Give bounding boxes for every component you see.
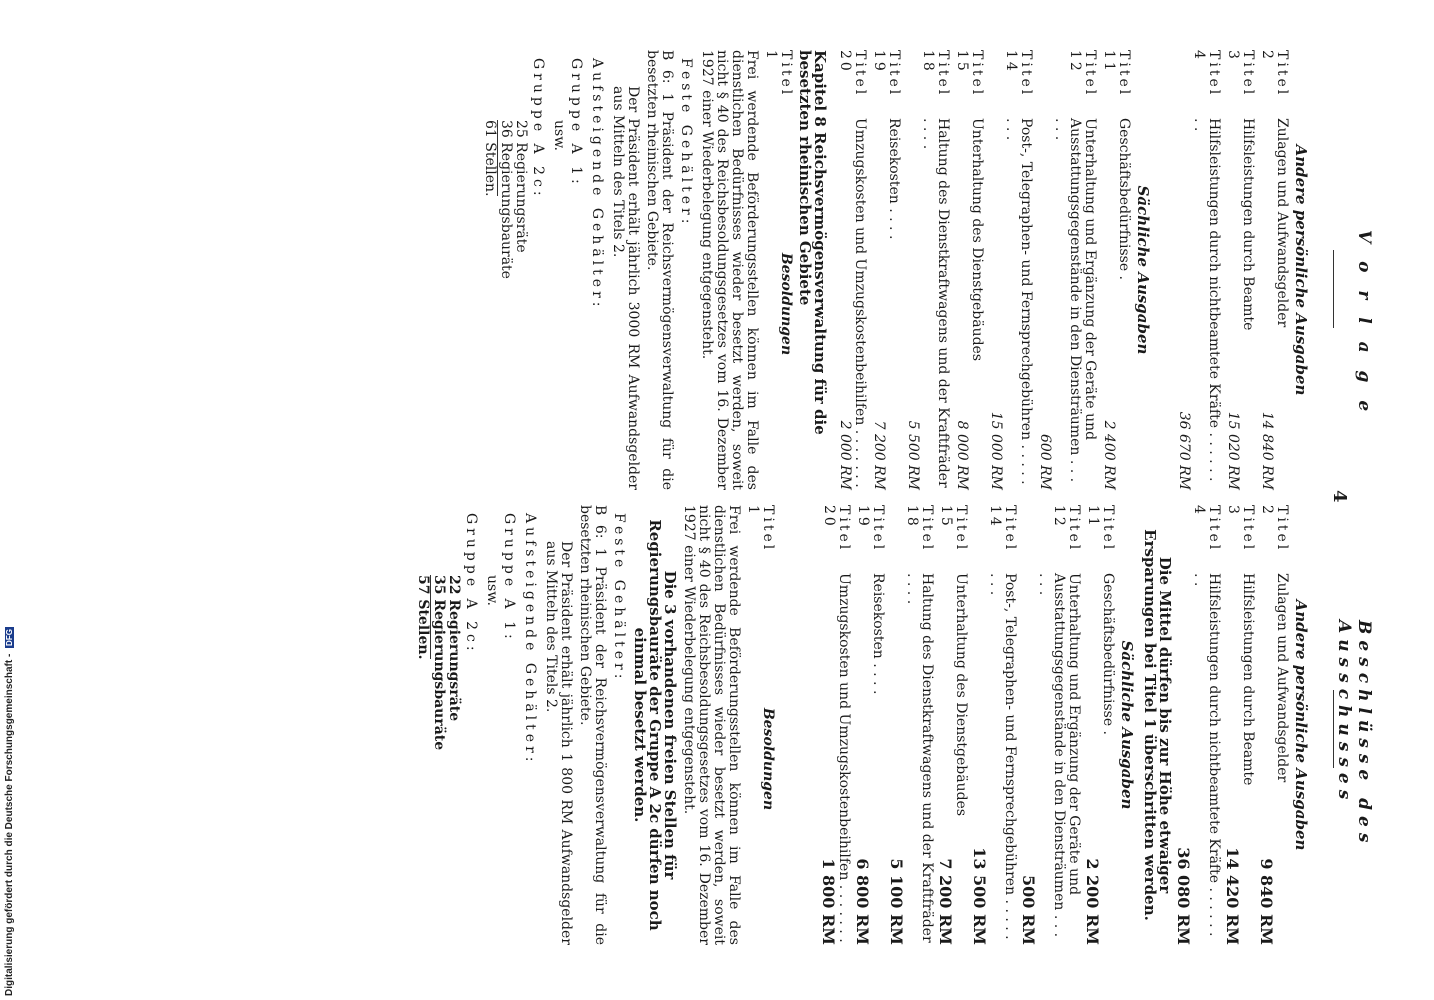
entry-amount: 5 100 RM bbox=[887, 858, 906, 945]
entry-title: Titel 20 bbox=[821, 505, 852, 553]
page-number: 4 bbox=[1329, 490, 1350, 503]
entry-amount: 6 800 RM bbox=[853, 858, 872, 945]
entry-amount: 13 500 RM bbox=[970, 847, 989, 945]
paragraph: Frei werdende Beförderungsstellen können im Falle des dienstlichen Bedürfnisses wieder besetzt werden, soweit nicht § 40 des Reichsbesoldungsgesetzes vom 16. Dezember 1927 einer Wiederbelegung entgegensteht. bbox=[699, 50, 760, 490]
entry-title: Titel 2 bbox=[1259, 50, 1290, 98]
entry-desc: Zulagen und Aufwandsgelder 14 840 RM bbox=[1259, 118, 1290, 490]
b6-line: B 6: 1 Präsident der Reichsvermögensverwaltung für die besetzten rheinischen Gebiete. bbox=[644, 50, 675, 490]
entry-desc: Hilfsleistungen durch Beamte 15 020 RM bbox=[1225, 118, 1256, 490]
entry-title: Titel 20 bbox=[837, 50, 868, 98]
entry-title: Titel 12 bbox=[1067, 50, 1098, 98]
b6-note: Der Präsident erhält jährlich 3000 RM Aufwandsgelder aus Mitteln des Titels 2. bbox=[610, 86, 641, 490]
entry-desc: Unterhaltung und Ergänzung der Geräte und Ausstattungsgegenstände in den Diensträumen . . . . . . 500 RM bbox=[1019, 573, 1082, 945]
entry-desc: Haltung des Dienstkraftwagens und der Kraftfräder . . . . 5 100 RM bbox=[887, 573, 935, 945]
entry-amount: 2 400 RM bbox=[1101, 420, 1117, 490]
usw-label: usw. bbox=[551, 120, 567, 151]
dfg-logo-icon: DFG bbox=[5, 629, 14, 646]
entry-title: Titel 15 bbox=[938, 505, 969, 553]
vacancy-note: Die 3 vorhandenen freien Stellen für Regierungsbauräte der Gruppe A 2c dürfen noch einmal besetzt werden. bbox=[631, 519, 679, 931]
position-line: 36 Regierungsbauräte bbox=[498, 120, 514, 279]
section-title: Sächliche Ausgaben bbox=[1118, 640, 1136, 810]
gruppe-a2c-label: Gruppe A 2c: bbox=[530, 58, 546, 200]
entry-desc: Reisekosten . . . . 7 200 RM bbox=[871, 118, 902, 490]
gruppe-a2c-label: Gruppe A 2c: bbox=[463, 513, 479, 655]
entry-desc: Haltung des Dienstkraftwagens und der Kraftfräder . . . . 5 500 RM bbox=[905, 118, 951, 490]
budget-entry bbox=[1259, 50, 1289, 490]
entry-amount: 600 RM bbox=[1037, 433, 1053, 490]
budget-entry bbox=[988, 50, 1033, 490]
entry-title: Titel 4 bbox=[1191, 50, 1222, 98]
entry-amount: 2 200 RM bbox=[1083, 858, 1102, 945]
entry-amount: 36 670 RM bbox=[1176, 411, 1192, 490]
usw-label: usw. bbox=[484, 575, 500, 606]
budget-entry bbox=[855, 505, 885, 945]
entry-amount: 8 000 RM bbox=[954, 420, 970, 490]
dfg-credit bbox=[4, 606, 16, 996]
budget-entry bbox=[905, 50, 950, 490]
entry-title: Titel 1 bbox=[745, 505, 776, 553]
entry-amount: 2 000 RM bbox=[837, 420, 853, 490]
budget-entry bbox=[871, 50, 901, 490]
entry-title: Titel 19 bbox=[871, 50, 902, 98]
besoldungen-label: Besoldungen bbox=[760, 707, 776, 811]
entry-amount: 36 080 RM bbox=[1174, 847, 1193, 945]
section-title: Andere persönliche Ausgaben bbox=[1292, 599, 1310, 851]
entry-desc: Zulagen und Aufwandsgelder 9 840 RM bbox=[1257, 573, 1290, 945]
entry-title: Titel 4 bbox=[1191, 505, 1222, 553]
entry-desc: Unterhaltung des Dienstgebäudes 7 200 RM bbox=[936, 573, 969, 945]
position-line: 22 Regierungsräte bbox=[446, 575, 462, 722]
entry-desc: Hilfsleistungen durch Beamte 14 420 RM bbox=[1223, 573, 1256, 945]
right-column-header: Beschlüsse des Ausschusses bbox=[1334, 620, 1374, 849]
entry-desc: Hilfsleistungen durch nichtbeamtete Kräfte . . . . . . . . 36 080 RM bbox=[1174, 573, 1222, 945]
entry-amount: 7 200 RM bbox=[936, 858, 955, 945]
entry-amount: 15 020 RM bbox=[1225, 411, 1241, 490]
budget-entry bbox=[889, 505, 934, 945]
entry-desc: Unterhaltung und Ergänzung der Geräte und Ausstattungsgegenstände in den Diensträumen . . . . . . 600 RM bbox=[1037, 118, 1098, 490]
aufsteigende-label: Aufsteigende Gehälter: bbox=[589, 58, 605, 311]
left-column-header: V o r l a g e bbox=[1354, 230, 1374, 418]
budget-entry bbox=[1085, 505, 1115, 945]
entry-amount: 5 500 RM bbox=[905, 420, 921, 490]
position-total: 57 Stellen. bbox=[415, 575, 431, 660]
budget-entry bbox=[1037, 50, 1097, 490]
entry-desc: Unterhaltung des Dienstgebäudes 8 000 RM bbox=[954, 118, 985, 490]
budget-entry bbox=[837, 50, 867, 490]
feste-gehaelter-label: Feste Gehälter: bbox=[678, 58, 694, 228]
entry-title: Titel 2 bbox=[1259, 505, 1290, 553]
entry-desc: Umzugskosten und Umzugskostenbeihilfen . . . . . . . 1 800 RM bbox=[819, 573, 852, 945]
section-title: Sächliche Ausgaben bbox=[1134, 185, 1152, 355]
savings-note: Die Mittel dürfen bis zur Höhe etwaiger Ersparungen bei Titel 1 überschritten werden. bbox=[1141, 529, 1174, 921]
title-heading bbox=[763, 50, 793, 490]
paragraph: Frei werdende Beförderungsstellen können im Falle des dienstlichen Bedürfnisses wieder besetzt werden, soweit nicht § 40 des Reichsbesoldungsgesetzes vom 16. Dezember 1927 einer Wiederbelegung entgegensteht. bbox=[681, 505, 742, 945]
budget-entry bbox=[1225, 50, 1255, 490]
credit-text: Digitalisierung gefördert durch die Deutsche Forschungsgemeinschaft - bbox=[4, 653, 15, 996]
left-header-rule bbox=[1333, 250, 1334, 328]
entry-title: Titel 18 bbox=[920, 50, 951, 98]
entry-desc: Hilfsleistungen durch nichtbeamtete Kräfte . . . . . . . . 36 670 RM bbox=[1176, 118, 1222, 490]
entry-title: Titel 14 bbox=[987, 505, 1018, 553]
budget-entry bbox=[1176, 50, 1221, 490]
entry-amount: 15 000 RM bbox=[988, 411, 1004, 490]
position-line: 35 Regierungsbauräte bbox=[431, 575, 447, 751]
budget-entry bbox=[954, 50, 984, 490]
budget-entry bbox=[1225, 505, 1255, 945]
title-heading bbox=[745, 505, 775, 945]
budget-entry bbox=[1176, 505, 1221, 945]
entry-title: Titel 11 bbox=[1101, 50, 1132, 98]
besoldungen-label: Besoldungen bbox=[778, 252, 794, 356]
entry-amount: 1 800 RM bbox=[819, 858, 838, 945]
entry-title: Titel 14 bbox=[1003, 50, 1034, 98]
budget-entry bbox=[1101, 50, 1131, 490]
entry-title: Titel 12 bbox=[1051, 505, 1082, 553]
entry-amount: 500 RM bbox=[1019, 875, 1038, 945]
position-line: 25 Regierungsräte bbox=[513, 120, 529, 253]
entry-title: Titel 15 bbox=[954, 50, 985, 98]
entry-desc: Reisekosten . . . . 6 800 RM bbox=[853, 573, 886, 945]
budget-entry bbox=[1259, 505, 1289, 945]
budget-entry bbox=[938, 505, 968, 945]
entry-amount: 7 200 RM bbox=[871, 420, 887, 490]
entry-title: Titel 1 bbox=[763, 50, 794, 98]
section-title: Andere persönliche Ausgaben bbox=[1292, 144, 1310, 396]
entry-desc: Post-, Telegraphen- und Fernsprechgebühren . . . . . . . . 13 500 RM bbox=[970, 573, 1018, 945]
gruppe-a1-label: Gruppe A 1: bbox=[501, 513, 517, 643]
entry-amount: 9 840 RM bbox=[1257, 858, 1276, 945]
entry-title: Titel 18 bbox=[904, 505, 935, 553]
entry-desc: Geschäftsbedürfnisse . 2 200 RM bbox=[1083, 573, 1116, 945]
entry-title: Titel 3 bbox=[1225, 505, 1256, 553]
right-header-rule bbox=[1333, 690, 1334, 768]
b6-note: Der Präsident erhält jährlich 1 800 RM Aufwandsgelder aus Mitteln des Titels 2. bbox=[543, 541, 574, 945]
entry-title: Titel 19 bbox=[855, 505, 886, 553]
left-column bbox=[482, 50, 1314, 490]
chapter-heading: Kapitel 8 Reichsvermögensverwaltung für die besetzten rheinischen Gebiete bbox=[796, 50, 829, 435]
position-total: 61 Stellen. bbox=[482, 120, 498, 197]
entry-title: Titel 11 bbox=[1085, 505, 1116, 553]
entry-amount: 14 840 RM bbox=[1259, 411, 1275, 490]
b6-line: B 6: 1 Präsident der Reichsvermögensverwaltung für die besetzten rheinischen Gebiete. bbox=[577, 505, 608, 945]
entry-title: Titel 3 bbox=[1225, 50, 1256, 98]
entry-desc: Umzugskosten und Umzugskostenbeihilfen . . . . . . . 2 000 RM bbox=[837, 118, 868, 490]
right-column bbox=[415, 505, 1314, 945]
entry-desc: Post-, Telegraphen- und Fernsprechgebühren . . . . . . . . 15 000 RM bbox=[988, 118, 1034, 490]
gruppe-a1-label: Gruppe A 1: bbox=[568, 58, 584, 188]
feste-gehaelter-label: Feste Gehälter: bbox=[611, 513, 627, 683]
entry-amount: 14 420 RM bbox=[1223, 847, 1242, 945]
entry-desc: Geschäftsbedürfnisse . 2 400 RM bbox=[1101, 118, 1132, 490]
budget-entry bbox=[1021, 505, 1081, 945]
aufsteigende-label: Aufsteigende Gehälter: bbox=[522, 513, 538, 766]
budget-entry bbox=[821, 505, 851, 945]
budget-entry bbox=[972, 505, 1017, 945]
